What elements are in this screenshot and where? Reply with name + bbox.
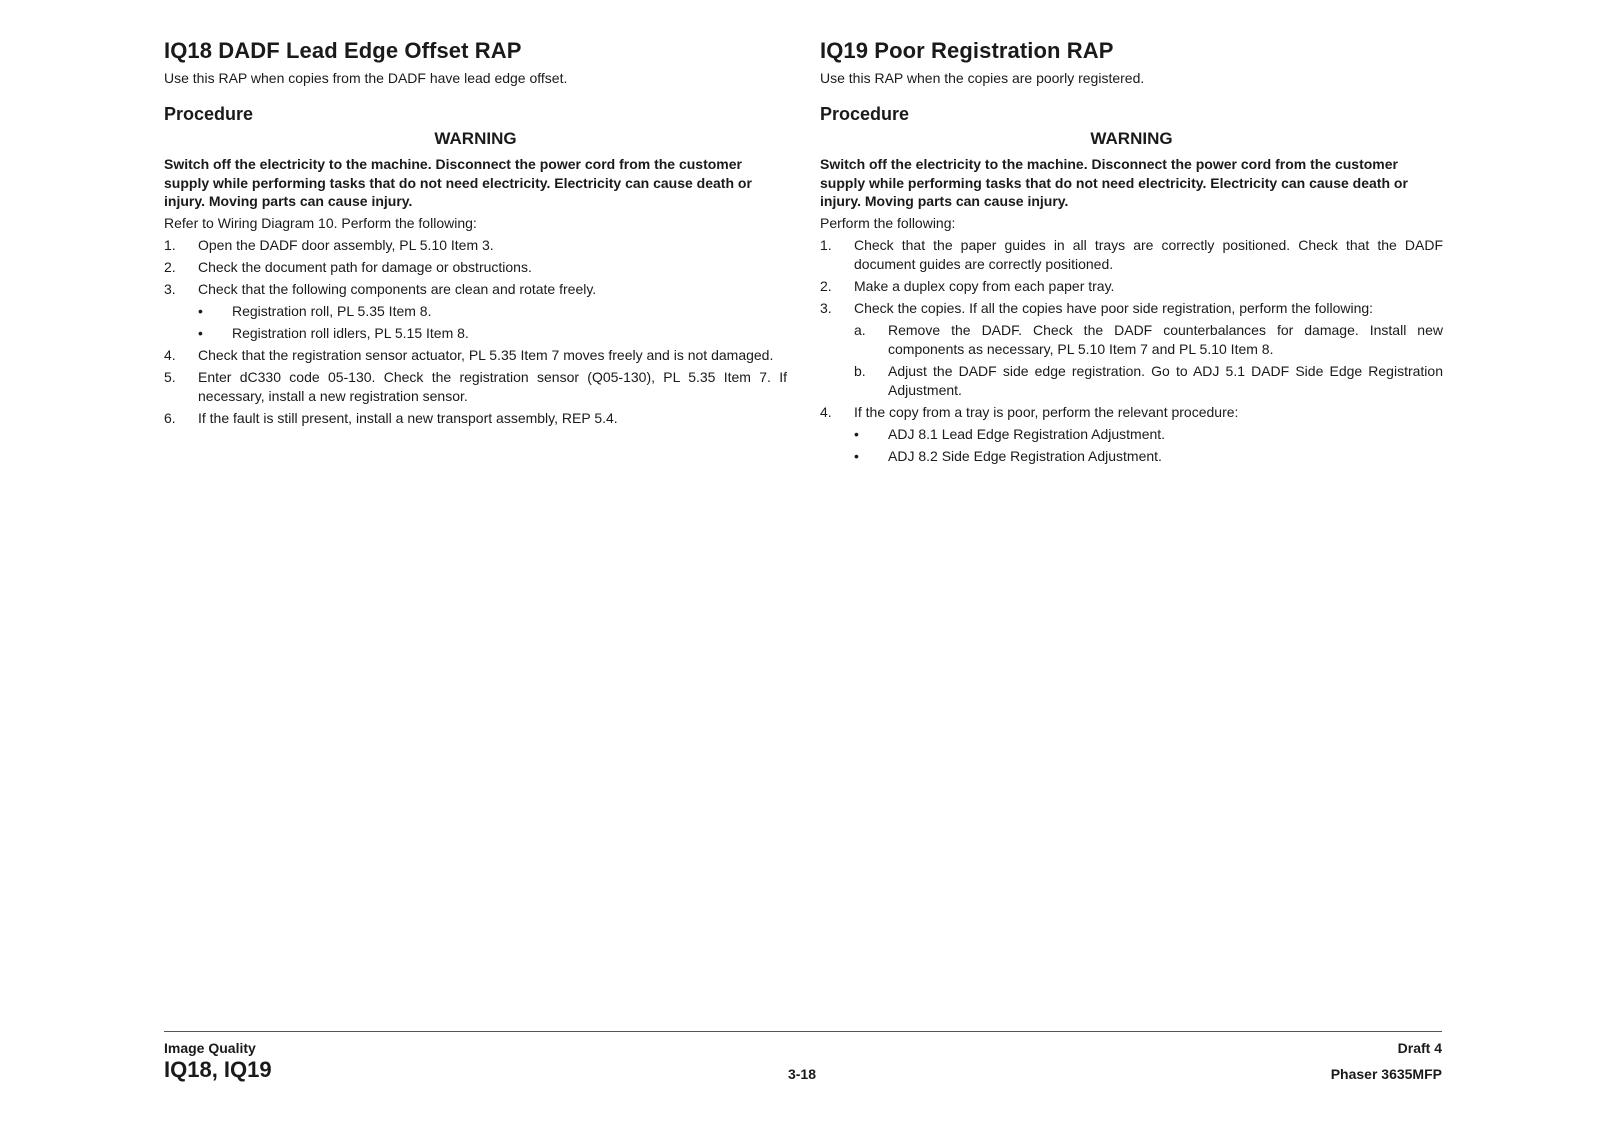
step-number: 4. [820,403,832,420]
step-number: 1. [820,236,832,253]
iq19-intro: Use this RAP when the copies are poorly registered. [820,70,1145,86]
footer-page-number: 3-18 [787,1066,817,1082]
step-text: Check the copies. If all the copies have poor side registration, perform the following: [854,299,1374,316]
iq18-step3-bullet [198,324,787,343]
bullet-text: Registration roll, PL 5.35 Item 8. [232,302,432,319]
step-text: Open the DADF door assembly, PL 5.10 Item 3. [198,236,494,253]
step-number: 2. [164,258,176,275]
iq19-step4-bullet [854,447,1443,466]
step-number: 4. [164,346,176,363]
iq18-title: IQ18 DADF Lead Edge Offset RAP [164,38,522,63]
iq19-lead: Perform the following: [820,214,956,231]
iq19-step3-substep [854,362,1443,400]
step-text: If the copy from a tray is poor, perform the relevant procedure: [854,403,1239,420]
iq18-step [164,368,787,406]
footer-section: Image Quality [164,1040,256,1056]
footer-draft: Draft 4 [1397,1040,1442,1056]
iq18-step3-bullet [198,302,787,321]
substep-mark: b. [854,362,866,379]
bullet-mark: • [854,447,859,464]
footer-ids: IQ18, IQ19 [164,1057,272,1082]
iq19-procedure-heading: Procedure [820,104,910,124]
iq18-section [164,38,787,431]
iq18-procedure-heading: Procedure [164,104,254,124]
bullet-text: ADJ 8.1 Lead Edge Registration Adjustment. [888,425,1166,442]
iq19-step [820,236,1443,274]
iq18-step [164,236,787,255]
iq19-step [820,299,1443,318]
iq18-step [164,346,787,365]
iq19-title: IQ19 Poor Registration RAP [820,38,1114,63]
iq18-step [164,409,787,428]
iq18-warning-text: Switch off the electricity to the machine. Disconnect the power cord from the customer supply while performing tasks that do not need electricity. Electricity can cause death or injury. Moving parts can cause injury. [164,156,752,209]
substep-mark: a. [854,321,866,338]
bullet-mark: • [854,425,859,442]
iq18-lead: Refer to Wiring Diagram 10. Perform the following: [164,214,477,231]
step-text: Check that the registration sensor actuator, PL 5.35 Item 7 moves freely and is not damaged. [198,346,774,363]
step-text: Enter dC330 code 05-130. Check the registration sensor (Q05-130), PL 5.35 Item 7. If necessary, install a new registration sensor. [198,368,787,404]
step-text: Check the document path for damage or obstructions. [198,258,532,275]
iq19-warning-title: WARNING [1090,129,1173,148]
step-text: Make a duplex copy from each paper tray. [854,277,1115,294]
step-number: 6. [164,409,176,426]
step-number: 3. [164,280,176,297]
iq19-step [820,403,1443,422]
iq19-step3-substep [854,321,1443,359]
step-number: 1. [164,236,176,253]
bullet-mark: • [198,302,203,319]
iq19-step4-bullet [854,425,1443,444]
step-text: Check that the following components are clean and rotate freely. [198,280,597,297]
bullet-text: ADJ 8.2 Side Edge Registration Adjustment. [888,447,1162,464]
step-text: Check that the paper guides in all trays are correctly positioned. Check that the DADF document guides are correctly positioned. [854,236,1443,272]
iq18-intro: Use this RAP when copies from the DADF have lead edge offset. [164,70,568,86]
step-number: 2. [820,277,832,294]
footer-divider [164,1031,1442,1032]
iq19-step [820,277,1443,296]
iq18-warning-title: WARNING [434,129,517,148]
iq18-step [164,258,787,277]
iq18-step [164,280,787,299]
step-number: 3. [820,299,832,316]
step-text: If the fault is still present, install a new transport assembly, REP 5.4. [198,409,618,426]
iq19-warning-text: Switch off the electricity to the machine. Disconnect the power cord from the customer supply while performing tasks that do not need electricity. Electricity can cause death or injury. Moving parts can cause injury. [820,156,1408,209]
footer-product: Phaser 3635MFP [1330,1066,1442,1082]
substep-text: Adjust the DADF side edge registration. Go to ADJ 5.1 DADF Side Edge Registration Adjustment. [888,362,1443,398]
substep-text: Remove the DADF. Check the DADF counterbalances for damage. Install new components as necessary, PL 5.10 Item 7 and PL 5.10 Item 8. [888,321,1443,357]
step-number: 5. [164,368,176,385]
bullet-mark: • [198,324,203,341]
bullet-text: Registration roll idlers, PL 5.15 Item 8. [232,324,469,341]
iq19-section [820,38,1443,469]
